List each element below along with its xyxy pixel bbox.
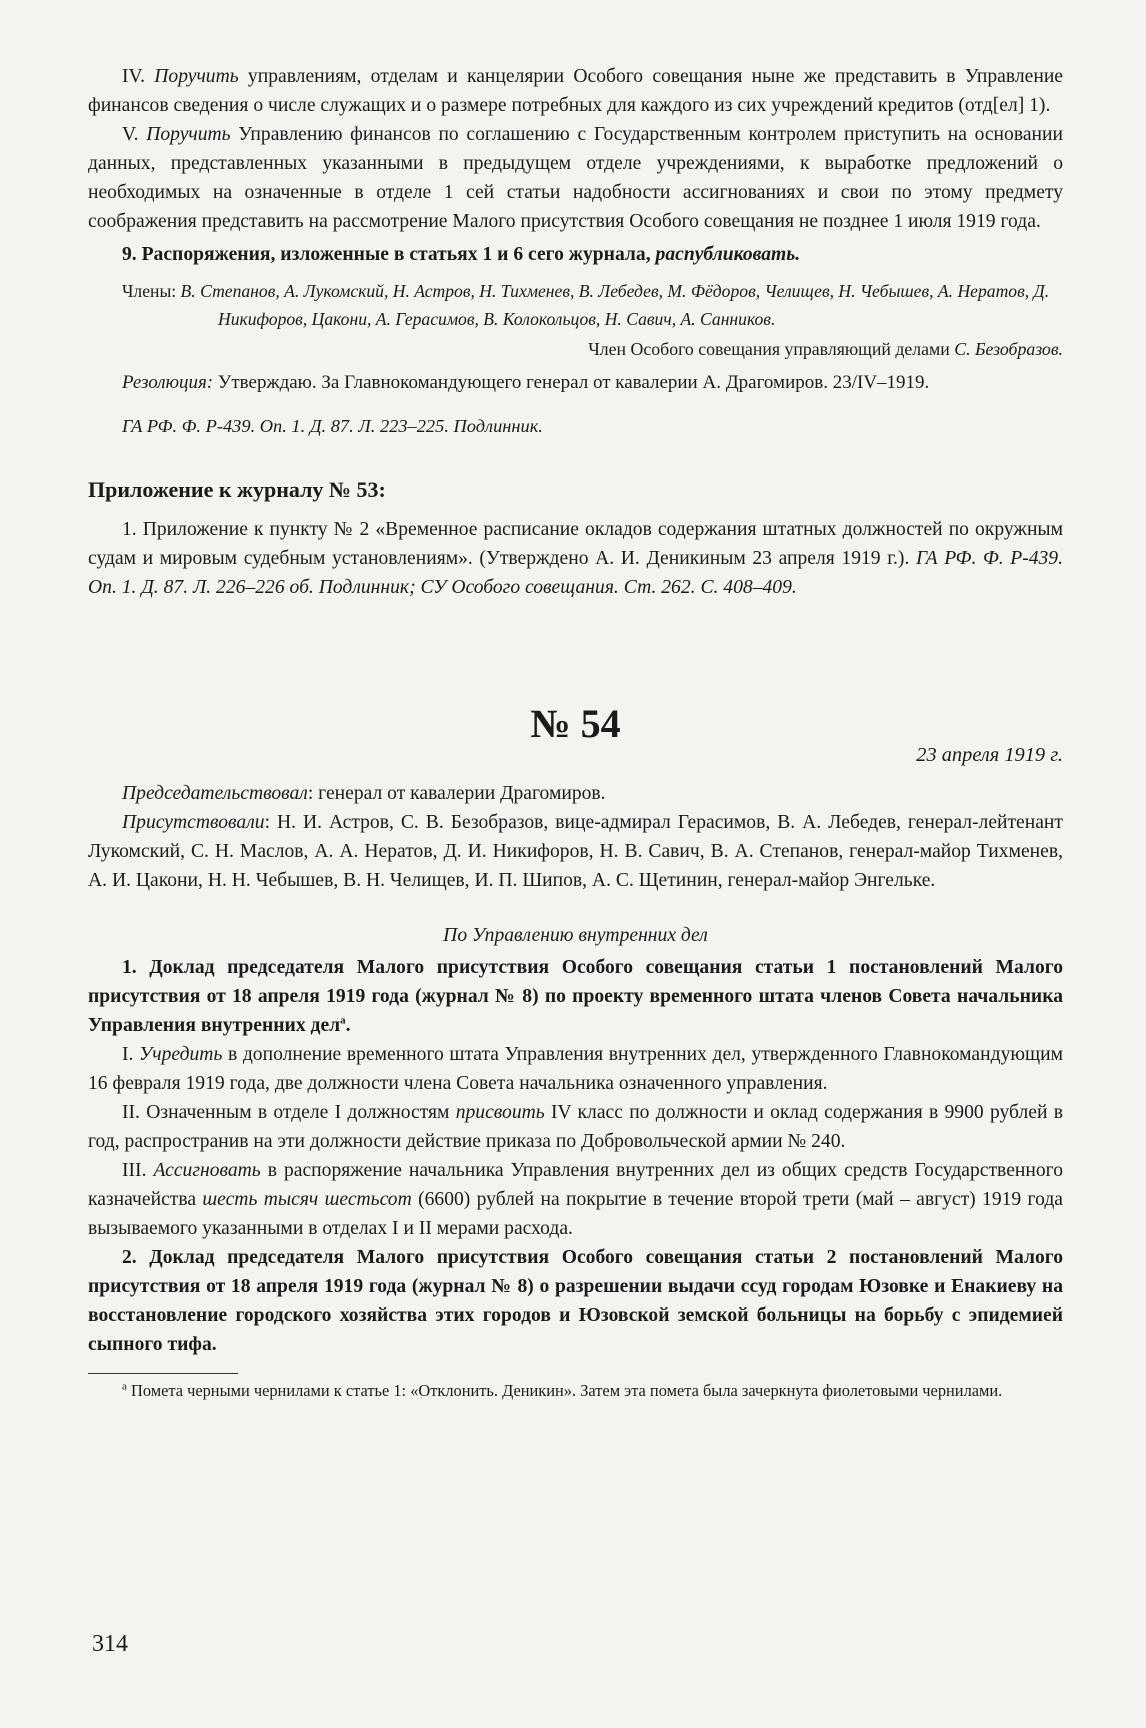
appendix-title: Приложение к журналу № 53: — [88, 477, 386, 502]
item-1-section-ii: II. Означенным в отделе I должностям присвоить IV класс по должности и оклад содержания в 9900 рублей в год, распространив на эти должности действие приказа по Добровольческой армии № 240. — [88, 1102, 1063, 1152]
item-1-section-iii: III. Ассигновать в распоряжение начальника Управления внутренних дел из общих средств Государственного казначейства шесть тысяч шестьсот (6600) рублей на покрытие в течение второй трети (май – август) 1919 года вызываемого указанными в отделах I и II мерами расхода. — [88, 1160, 1063, 1239]
paragraph-iv: IV. Поручить управлениям, отделам и канцелярии Особого совещания ныне же представить в Управление финансов сведения о числе служащих и о размере потребных для каждого из сих учреждений кредитов (отд[ел] 1). — [88, 66, 1063, 116]
chairman: Председательствовал: генерал от кавалерии Драгомиров. — [122, 783, 606, 804]
item-1-title: 1. Доклад председателя Малого присутствия Особого совещания статьи 1 постановлений Малого присутствия от 18 апреля 1919 года (журнал № 8) по проекту временного штата членов Совета начальника Управления внутренних дел$^а$. — [88, 957, 1063, 1036]
section-heading: По Управлению внутренних дел — [443, 925, 708, 946]
archive-source: ГА РФ. Ф. Р-439. Оп. 1. Д. 87. Л. 223–225. Подлинник. — [122, 416, 543, 436]
footnote: $^а$ Помета черными чернилами к статье 1: «Отклонить. Деникин». Затем эта помета была зачеркнута фиолетовыми чернилами. — [122, 1380, 1003, 1400]
present-list: Присутствовали: Н. И. Астров, С. В. Безобразов, вице-адмирал Герасимов, В. А. Лебедев, генерал-лейтенант Лукомский, С. Н. Маслов, А. А. Нератов, Д. И. Никифоров, Н. В. Савич, В. А. Степанов, генерал-майор Тихменев, А. И. Цакони, Н. Н. Чебышев, В. Н. Челищев, И. П. Шипов, А. С. Щетинин, генерал-майор Энгельке. — [88, 812, 1063, 891]
document-number: № 54 — [530, 701, 621, 746]
footnote-ref: а — [340, 1014, 346, 1027]
page-number: 314 — [92, 1631, 128, 1657]
resolution: Резолюция: Утверждаю. За Главнокомандующего генерал от кавалерии А. Драгомиров. 23/IV–1919. — [122, 372, 930, 393]
members-list: Члены: В. Степанов, А. Лукомский, Н. Астров, Н. Тихменев, В. Лебедев, М. Фёдоров, Челищев, Н. Чебышев, А. Нератов, Д. Никифоров, Цакони, А. Герасимов, В. Колокольцов, Н. Савич, А. Санников. — [122, 281, 1050, 329]
signature: Член Особого совещания управляющий делами С. Безобразов. — [588, 339, 1063, 359]
document-date: 23 апреля 1919 г. — [916, 744, 1063, 766]
paragraph-v: V. Поручить Управлению финансов по соглашению с Государственным контролем приступить на основании данных, представленных указанными в предыдущем отделе учреждениями, к выработке предложений о необходимых на означенные в отделе 1 сей статьи надобности ассигнованиях и свои по этому предмету соображения представить на рассмотрение Малого присутствия Особого совещания не позднее 1 июля 1919 года. — [88, 124, 1063, 232]
appendix-item: 1. Приложение к пункту № 2 «Временное расписание окладов содержания штатных должностей по окружным судам и мировым судебным установлениям». (Утверждено А. И. Деникиным 23 апреля 1919 г.). ГА РФ. Ф. Р-439. Оп. 1. Д. 87. Л. 226–226 об. Подлинник; СУ Особого совещания. Ст. 262. С. 408–409. — [88, 519, 1064, 598]
item-9: 9. Распоряжения, изложенные в статьях 1 и 6 сего журнала, распубликовать. — [122, 244, 801, 265]
footnote-divider — [88, 1373, 238, 1374]
document-page — [88, 62, 1063, 1401]
item-1-section-i: I. Учредить в дополнение временного штата Управления внутренних дел, утвержденного Главнокомандующим 16 февраля 1919 года, две должности члена Совета начальника означенного управления. — [88, 1044, 1063, 1094]
item-2-title: 2. Доклад председателя Малого присутствия Особого совещания статьи 2 постановлений Малого присутствия от 18 апреля 1919 года (журнал № 8) о разрешении выдачи ссуд городам Юзовке и Енакиеву на восстановление городского хозяйства этих городов и Юзовской земской больницы на борьбу с эпидемией сыпного тифа. — [88, 1247, 1063, 1355]
